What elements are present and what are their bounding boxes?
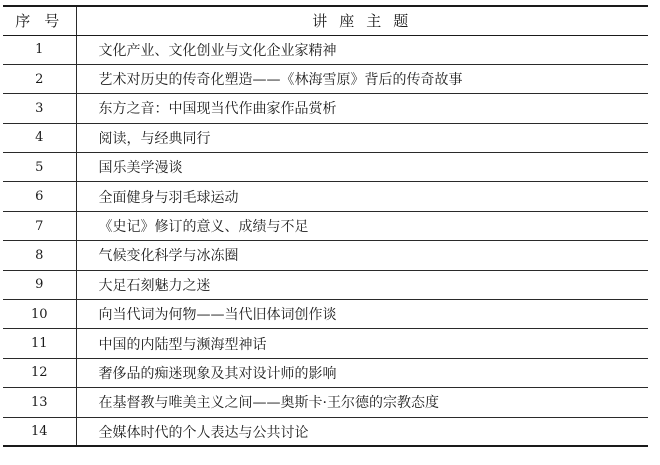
row-topic: 气候变化科学与冰冻圈 — [76, 241, 648, 270]
header-index: 序号 — [3, 6, 76, 35]
row-topic: 艺术对历史的传奇化塑造——《林海雪原》背后的传奇故事 — [76, 64, 648, 93]
row-index: 6 — [3, 182, 76, 211]
row-topic: 全媒体时代的个人表达与公共讨论 — [76, 417, 648, 446]
row-index: 5 — [3, 153, 76, 182]
lecture-table — [3, 5, 648, 447]
table-row — [3, 35, 648, 64]
table-row — [3, 153, 648, 182]
row-index: 1 — [3, 35, 76, 64]
row-topic: 《史记》修订的意义、成绩与不足 — [76, 211, 648, 240]
row-index: 3 — [3, 94, 76, 123]
table-row — [3, 94, 648, 123]
row-index: 11 — [3, 329, 76, 358]
row-topic: 文化产业、文化创业与文化企业家精神 — [76, 35, 648, 64]
row-index: 12 — [3, 358, 76, 387]
row-index: 10 — [3, 300, 76, 329]
row-index: 7 — [3, 211, 76, 240]
row-index: 13 — [3, 388, 76, 417]
row-topic: 在基督教与唯美主义之间——奥斯卡·王尔德的宗教态度 — [76, 388, 648, 417]
row-topic: 全面健身与羽毛球运动 — [76, 182, 648, 211]
table-row — [3, 417, 648, 446]
row-index: 2 — [3, 64, 76, 93]
table-row — [3, 329, 648, 358]
row-topic: 奢侈品的痴迷现象及其对设计师的影响 — [76, 358, 648, 387]
table-header — [3, 6, 648, 35]
row-topic: 东方之音：中国现当代作曲家作品赏析 — [76, 94, 648, 123]
row-index: 4 — [3, 123, 76, 152]
row-topic: 阅读，与经典同行 — [76, 123, 648, 152]
row-topic: 向当代词为何物——当代旧体词创作谈 — [76, 300, 648, 329]
table-row — [3, 241, 648, 270]
header-topic: 讲座主题 — [76, 6, 648, 35]
table-row — [3, 182, 648, 211]
table-row — [3, 123, 648, 152]
table-body — [3, 35, 648, 446]
header-row — [3, 6, 648, 35]
table-row — [3, 64, 648, 93]
table-row — [3, 358, 648, 387]
row-index: 9 — [3, 270, 76, 299]
table-row — [3, 388, 648, 417]
row-index: 8 — [3, 241, 76, 270]
row-topic: 大足石刻魅力之迷 — [76, 270, 648, 299]
row-index: 14 — [3, 417, 76, 446]
table-row — [3, 211, 648, 240]
table-row — [3, 270, 648, 299]
row-topic: 国乐美学漫谈 — [76, 153, 648, 182]
row-topic: 中国的内陆型与濒海型神话 — [76, 329, 648, 358]
table-row — [3, 300, 648, 329]
